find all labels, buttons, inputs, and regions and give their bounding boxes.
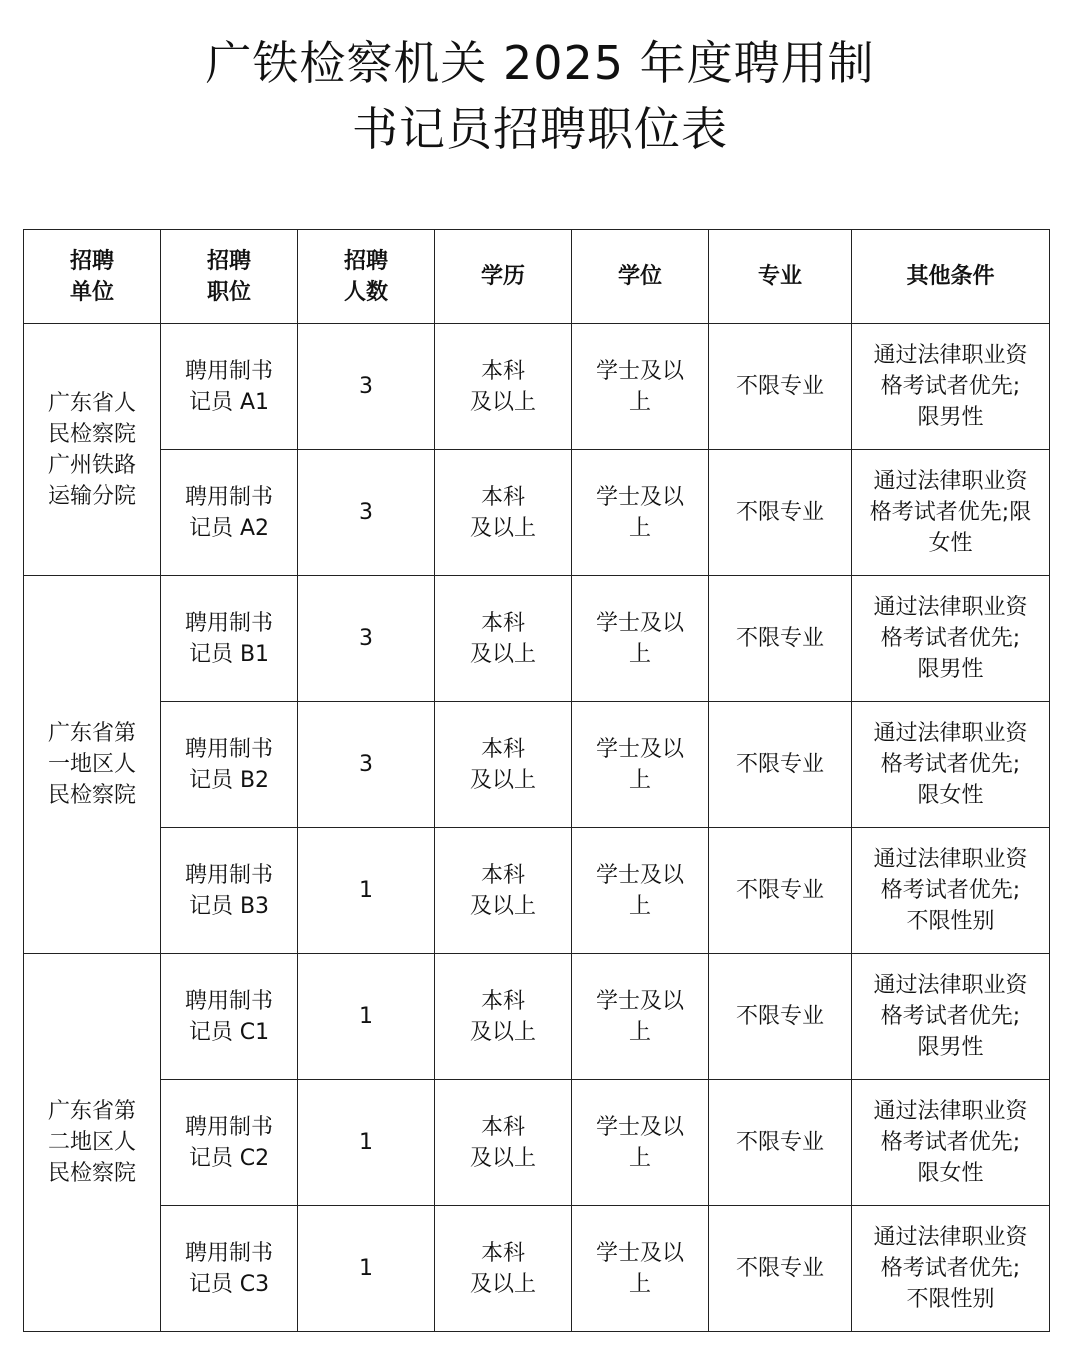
education-cell: 本科 及以上	[435, 954, 572, 1080]
position-cell: 聘用制书 记员 B3	[161, 828, 298, 954]
position-cell: 聘用制书 记员 C1	[161, 954, 298, 1080]
degree-cell: 学士及以 上	[572, 324, 709, 450]
position-cell: 聘用制书 记员 C3	[161, 1206, 298, 1332]
education-cell: 本科 及以上	[435, 1206, 572, 1332]
count-cell: 3	[298, 450, 435, 576]
position-cell: 聘用制书 记员 C2	[161, 1080, 298, 1206]
table-row	[24, 702, 1050, 828]
degree-cell: 学士及以 上	[572, 576, 709, 702]
table-row	[24, 1206, 1050, 1332]
degree-cell: 学士及以 上	[572, 702, 709, 828]
table-row	[24, 1080, 1050, 1206]
major-cell: 不限专业	[709, 828, 852, 954]
other-cell: 通过法律职业资 格考试者优先; 限男性	[852, 954, 1050, 1080]
major-cell: 不限专业	[709, 954, 852, 1080]
table-header-row	[24, 230, 1050, 324]
education-cell: 本科 及以上	[435, 450, 572, 576]
major-cell: 不限专业	[709, 450, 852, 576]
count-cell: 3	[298, 702, 435, 828]
major-cell: 不限专业	[709, 324, 852, 450]
table-row	[24, 576, 1050, 702]
header-unit: 招聘 单位	[24, 230, 161, 324]
degree-cell: 学士及以 上	[572, 450, 709, 576]
table-row	[24, 324, 1050, 450]
header-count: 招聘 人数	[298, 230, 435, 324]
other-cell: 通过法律职业资 格考试者优先; 限男性	[852, 576, 1050, 702]
position-cell: 聘用制书 记员 A2	[161, 450, 298, 576]
header-degree: 学位	[572, 230, 709, 324]
count-cell: 1	[298, 1206, 435, 1332]
degree-cell: 学士及以 上	[572, 954, 709, 1080]
position-cell: 聘用制书 记员 B2	[161, 702, 298, 828]
degree-cell: 学士及以 上	[572, 1206, 709, 1332]
education-cell: 本科 及以上	[435, 576, 572, 702]
page-title	[0, 30, 1080, 162]
table-row	[24, 954, 1050, 1080]
header-other: 其他条件	[852, 230, 1050, 324]
table-row	[24, 828, 1050, 954]
table-row	[24, 450, 1050, 576]
major-cell: 不限专业	[709, 702, 852, 828]
other-cell: 通过法律职业资 格考试者优先;限 女性	[852, 450, 1050, 576]
position-cell: 聘用制书 记员 A1	[161, 324, 298, 450]
unit-cell: 广东省人 民检察院 广州铁路 运输分院	[24, 324, 161, 576]
unit-cell: 广东省第 二地区人 民检察院	[24, 954, 161, 1332]
education-cell: 本科 及以上	[435, 702, 572, 828]
major-cell: 不限专业	[709, 1080, 852, 1206]
education-cell: 本科 及以上	[435, 828, 572, 954]
major-cell: 不限专业	[709, 576, 852, 702]
other-cell: 通过法律职业资 格考试者优先; 不限性别	[852, 1206, 1050, 1332]
header-major: 专业	[709, 230, 852, 324]
education-cell: 本科 及以上	[435, 1080, 572, 1206]
title-line-2: 书记员招聘职位表	[352, 102, 728, 156]
header-education: 学历	[435, 230, 572, 324]
degree-cell: 学士及以 上	[572, 828, 709, 954]
count-cell: 3	[298, 576, 435, 702]
other-cell: 通过法律职业资 格考试者优先; 不限性别	[852, 828, 1050, 954]
education-cell: 本科 及以上	[435, 324, 572, 450]
unit-cell: 广东省第 一地区人 民检察院	[24, 576, 161, 954]
other-cell: 通过法律职业资 格考试者优先; 限女性	[852, 702, 1050, 828]
title-line-1: 广铁检察机关 2025 年度聘用制	[205, 36, 875, 90]
recruitment-table	[23, 229, 1050, 1332]
count-cell: 1	[298, 1080, 435, 1206]
count-cell: 1	[298, 828, 435, 954]
other-cell: 通过法律职业资 格考试者优先; 限女性	[852, 1080, 1050, 1206]
degree-cell: 学士及以 上	[572, 1080, 709, 1206]
other-cell: 通过法律职业资 格考试者优先; 限男性	[852, 324, 1050, 450]
count-cell: 1	[298, 954, 435, 1080]
count-cell: 3	[298, 324, 435, 450]
position-cell: 聘用制书 记员 B1	[161, 576, 298, 702]
header-position: 招聘 职位	[161, 230, 298, 324]
major-cell: 不限专业	[709, 1206, 852, 1332]
